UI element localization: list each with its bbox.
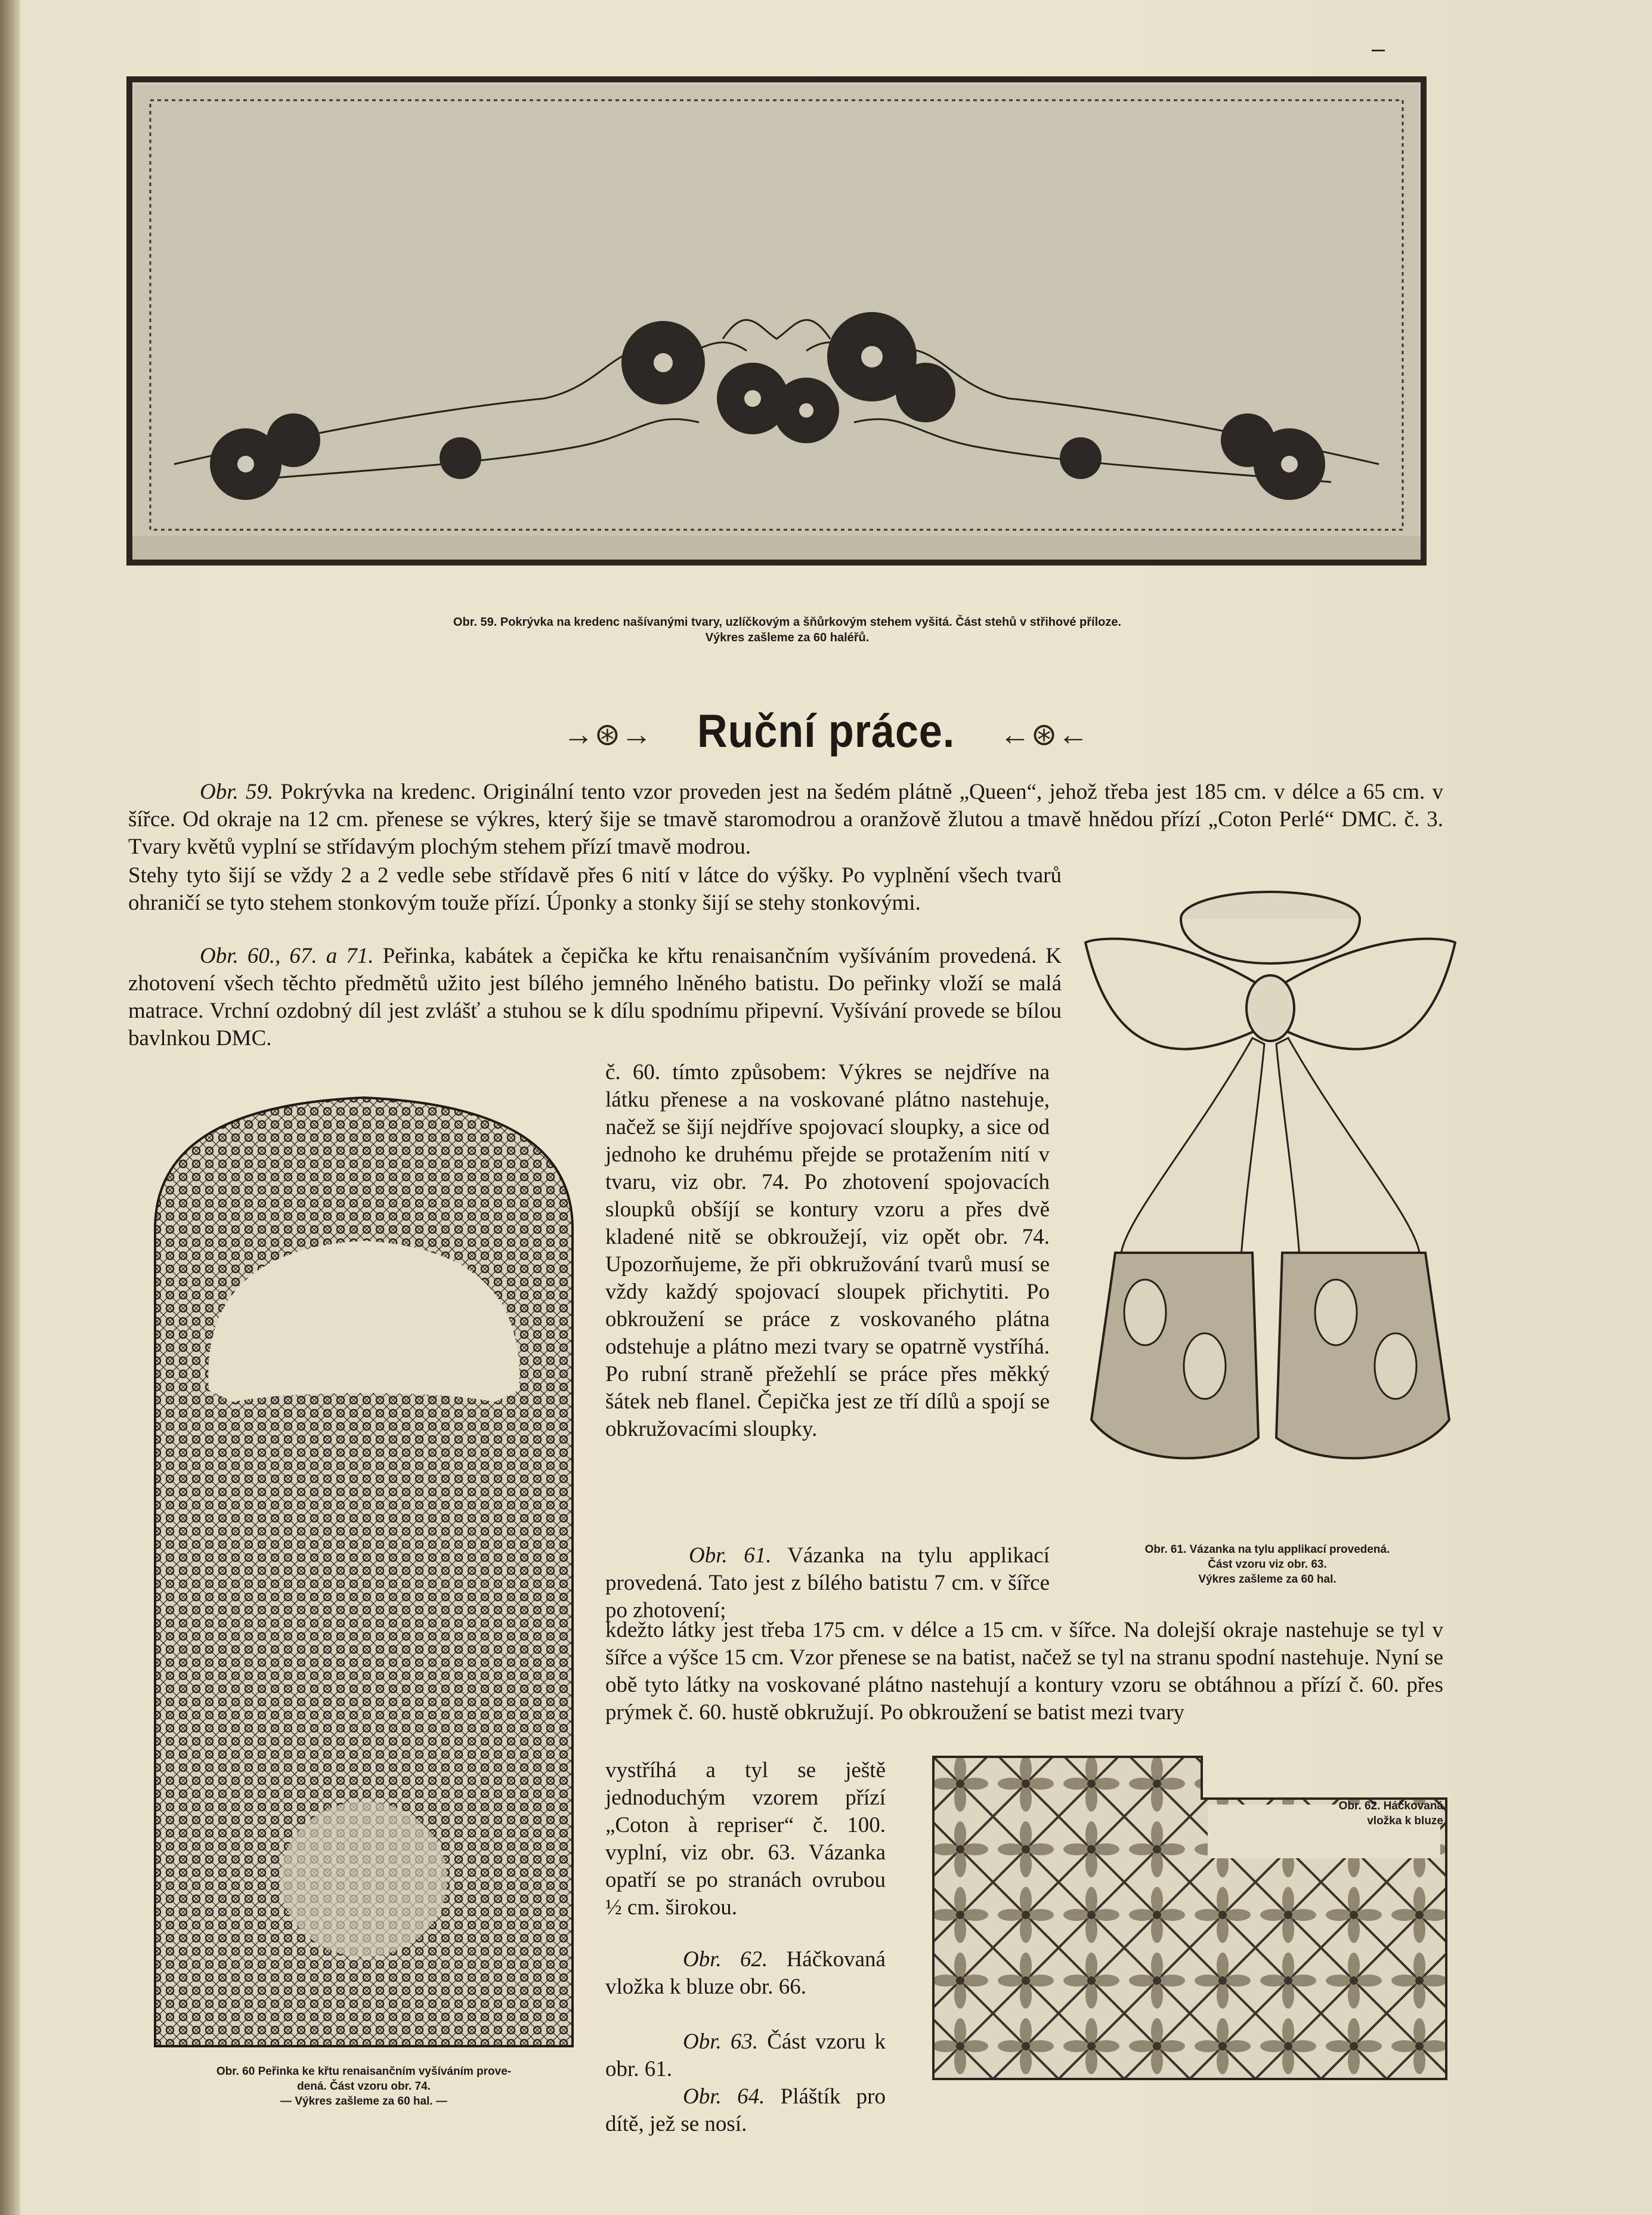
page-title: Ruční práce. <box>697 705 955 757</box>
paragraph-obr-63 <box>605 2028 886 2083</box>
paragraph-62-ref: Obr. 62. <box>683 1947 768 1972</box>
figure-59-caption <box>179 614 1396 645</box>
tulle-tie-illustration <box>1079 883 1461 1479</box>
figure-61-caption-line3: Výkres zašleme za 60 hal. <box>1198 1573 1337 1586</box>
paragraph-obr-60-top <box>128 943 1062 1052</box>
paragraph-60-ref: Obr. 60., 67. a 71. <box>200 944 374 968</box>
paragraph-61-text-end: vystříhá a tyl se ještě jednoduchým vzorem přízí „Coton à repriser“ č. 100. vyplní, viz obr. 63. Vázanka opatří se po stranách ovrubou ½ cm. širokou. <box>605 1758 886 1920</box>
figure-60-caption-line2: dená. Část vzoru obr. 74. <box>297 2080 431 2093</box>
heading-ornament-right: ←⊛← <box>999 717 1090 752</box>
figure-59-caption-line2: Výkres zašleme za 60 haléřů. <box>705 631 870 644</box>
corner-mark: – <box>1372 36 1385 62</box>
christening-quilt-illustration <box>137 1092 590 2058</box>
paragraph-59-text: Pokrývka na kredenc. Originální tento vzor proveden jest na šedém plátně „Queen“, jehož třeba jest 185 cm. v délce a 65 cm. v šířce. Od okraje na 12 cm. přenese se výkres, který šije se tmavě staromodrou a oranžově žlutou a tmavě hnědou přízí „Coton Perlé“ DMC. č. 3. Tvary květů vyplní se střídavým plochým stehem přízí tmavě modrou. <box>128 780 1443 859</box>
paragraph-63-text: Část vzoru k obr. 61. <box>605 2029 886 2081</box>
figure-60-caption-line1: Obr. 60 Peřinka ke křtu renaisančním vyšíváním prove- <box>216 2065 512 2078</box>
figure-62-caption <box>1240 1799 1443 1828</box>
paragraph-60-text-cont: č. 60. tímto způsobem: Výkres se nejdříve na látku přenese a na voskované plátno nastehuje, načež se šijí nejdříve spojovací sloupky, a sice od jednoho ke druhému přejde se protažením nití v tvaru, viz obr. 74. Po zhotovení spojovacích sloupků obšíjí se kontury vzoru a přes dvě kladené nitě se obkroužejí, viz opět obr. 74. Upozorňujeme, že při obkružování tvarů musí se vždy každý spojovací sloupek přichytiti. Po obkroužení se práce z voskovaného plátna odstehuje a plátno mezi tvary se opatrně vystříhá. Po rubní straně přežehlí se práce přes měkký šátek neb flanel. Čepička jest ze tří dílů a spojí se obkružovacími sloupky. <box>605 1060 1050 1441</box>
paragraph-obr-61-narrow <box>605 1757 886 1921</box>
paragraph-obr-59-narrow <box>128 862 1062 917</box>
paragraph-61-text: Vázanka na tylu applikací provedená. Tato jest z bílého batistu 7 cm. v šířce po zhotovení; <box>605 1543 1050 1623</box>
paragraph-obr-62 <box>605 1946 886 2001</box>
figure-59-caption-line1: Obr. 59. Pokrývka na kredenc našívanými tvary, uzlíčkovým a šňůrkovým stehem vyšitá. Část stehů v střihové příloze. <box>453 616 1122 629</box>
figure-60-caption-line3: — Výkres zašleme za 60 hal. — <box>280 2095 447 2108</box>
paragraph-61-ref: Obr. 61. <box>689 1543 772 1568</box>
paragraph-61-text-cont: kdežto látky jest třeba 175 cm. v délce a 15 cm. v šířce. Na dolejší okraje nastehuje se tyl v šířce a výšce 15 cm. Vzor přenese se na batist, načež se tyl na stranu spodní nastehuje. Nyní se obě tyto látky na voskované plátno nastehují a kontury vzoru se obtáhnou a přízí č. 60. přes prýmek č. 60. hustě obkružují. Po obkroužení se batist mezi tvary <box>605 1618 1443 1725</box>
figure-62-caption-line2: vložka k bluze <box>1367 1815 1443 1827</box>
figure-59-image <box>126 76 1427 566</box>
paragraph-obr-60-column <box>605 1059 1050 1443</box>
paragraph-60-text: Peřinka, kabátek a čepička ke křtu renaisančním vyšíváním provedená. K zhotovení všech těchto předmětů užito jest bílého jemného lněného batistu. Do peřinky vloží se malá matrace. Vrchní ozdobný díl jest zvlášť a stuhou se k dílu spodnímu připevní. Vyšívání provede se bílou bavlnkou DMC. <box>128 944 1062 1051</box>
paragraph-obr-61-column <box>605 1542 1050 1624</box>
sideboard-cover-illustration <box>126 76 1427 566</box>
heading-ornament-left: →⊛→ <box>562 717 653 752</box>
figure-61-caption-line2: Část vzoru viz obr. 63. <box>1208 1558 1327 1571</box>
paragraph-63-ref: Obr. 63. <box>683 2029 759 2054</box>
paragraph-59-text-cont: Stehy tyto šijí se vždy 2 a 2 vedle sebe střídavě přes 6 nití v látce do výšky. Po vyplnění všech tvarů ohraničí se tyto stehem stonkovým touže přízí. Úponky a stonky šijí se stehy stonkovými. <box>128 863 1062 915</box>
paragraph-64-text: Pláštík pro dítě, jež se nosí. <box>605 2084 886 2136</box>
paragraph-59-ref: Obr. 59. <box>200 780 274 804</box>
paragraph-62-text: Háčkovaná vložka k bluze obr. 66. <box>605 1947 886 1999</box>
figure-60-caption <box>131 2064 596 2109</box>
paragraph-obr-61-wide <box>605 1617 1443 1726</box>
paragraph-obr-64 <box>605 2083 886 2138</box>
figure-60-image <box>137 1092 590 2058</box>
figure-62-caption-line1: Obr. 62. Háčkovaná <box>1338 1800 1443 1812</box>
page-gutter <box>0 0 20 2215</box>
figure-61-caption <box>1074 1542 1461 1587</box>
figure-61-image <box>1079 883 1461 1479</box>
figure-61-caption-line1: Obr. 61. Vázanka na tylu applikací provedená. <box>1144 1543 1390 1556</box>
section-heading <box>0 704 1652 758</box>
paragraph-obr-59-full <box>128 779 1443 861</box>
paragraph-64-ref: Obr. 64. <box>683 2084 765 2109</box>
